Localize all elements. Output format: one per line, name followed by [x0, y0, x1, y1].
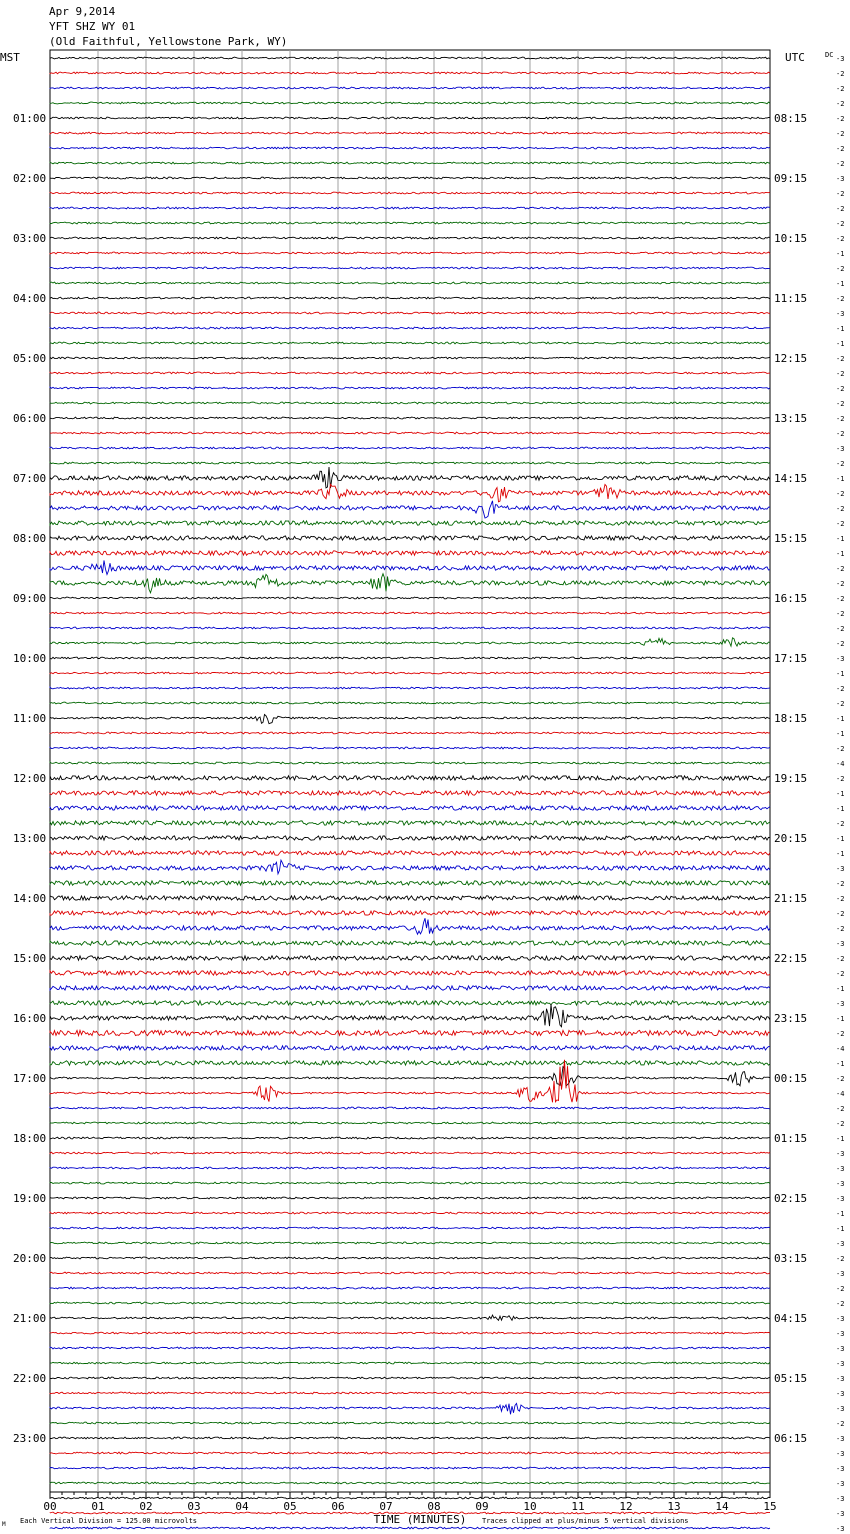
seismic-trace: [50, 521, 770, 525]
dc-offset-label: -2: [836, 355, 845, 363]
seismic-trace: [50, 1362, 770, 1364]
dc-offset-label: -2: [836, 460, 845, 468]
left-hour-label: 21:00: [13, 1312, 47, 1325]
dc-offset-label: -3: [836, 1480, 845, 1488]
seismic-trace: [50, 638, 770, 646]
dc-offset-label: -2: [836, 235, 845, 243]
dc-offset-label: -2: [836, 700, 845, 708]
dc-offset-label: -2: [836, 1285, 845, 1293]
dc-offset-label: -3: [836, 1525, 845, 1533]
seismic-trace: [50, 776, 770, 780]
seismic-trace: [50, 657, 770, 659]
dc-offset-label: -1: [836, 535, 845, 543]
seismic-trace: [50, 627, 770, 629]
dc-offset-label: -3: [836, 175, 845, 183]
left-hour-label: 12:00: [13, 772, 47, 785]
dc-offset-label: -3: [836, 1150, 845, 1158]
seismic-trace: [50, 312, 770, 314]
seismic-trace: [50, 821, 770, 825]
seismic-trace: [50, 551, 770, 555]
dc-offset-label: -3: [836, 1165, 845, 1173]
seismic-trace: [50, 467, 770, 488]
right-timezone-label: UTC: [785, 51, 805, 64]
dc-offset-label: -3: [836, 1405, 845, 1413]
seismic-trace: [50, 87, 770, 89]
left-timezone-label: MST: [0, 51, 20, 64]
dc-offset-label: -3: [836, 1180, 845, 1188]
dc-offset-label: -1: [836, 850, 845, 858]
right-hour-label: 05:15: [774, 1372, 808, 1385]
right-hour-label: 17:15: [774, 652, 808, 665]
dc-offset-label: -2: [836, 955, 845, 963]
x-tick-label: 02: [139, 1500, 153, 1513]
left-hour-label: 16:00: [13, 1012, 47, 1025]
dc-offset-label: -3: [836, 1000, 845, 1008]
seismic-trace: [50, 612, 770, 614]
x-tick-label: 08: [427, 1500, 441, 1513]
seismic-trace: [50, 1347, 770, 1349]
dc-offset-label: -2: [836, 595, 845, 603]
seismic-trace: [50, 1107, 770, 1109]
dc-offset-label: -2: [836, 415, 845, 423]
seismic-trace: [50, 1242, 770, 1244]
x-tick-label: 00: [43, 1500, 57, 1513]
dc-offset-label: -3: [836, 1390, 845, 1398]
x-tick-label: 10: [523, 1500, 537, 1513]
seismic-trace: [50, 881, 770, 885]
dc-offset-label: -1: [836, 280, 845, 288]
right-hour-label: 15:15: [774, 532, 808, 545]
right-hour-label: 09:15: [774, 172, 808, 185]
dc-offset-label: -2: [836, 1300, 845, 1308]
seismic-trace: [50, 57, 770, 59]
dc-offset-label: -2: [836, 490, 845, 498]
dc-offset-label: -1: [836, 1210, 845, 1218]
dc-offset-label: -3: [836, 445, 845, 453]
seismic-trace: [50, 1392, 770, 1394]
dc-offset-label: -2: [836, 265, 845, 273]
seismic-trace: [50, 986, 770, 990]
dc-offset-label: -2: [836, 100, 845, 108]
seismic-trace: [50, 597, 770, 599]
dc-offset-label: -2: [836, 640, 845, 648]
dc-offset-label: -2: [836, 130, 845, 138]
seismic-trace: [50, 715, 770, 724]
seismic-trace: [50, 896, 770, 900]
right-hour-label: 06:15: [774, 1432, 808, 1445]
seismic-trace: [50, 1332, 770, 1334]
x-tick-label: 04: [235, 1500, 249, 1513]
dc-offset-label: -4: [836, 1090, 845, 1098]
seismic-trace: [50, 971, 770, 975]
x-tick-label: 03: [187, 1500, 201, 1513]
seismic-trace: [50, 1422, 770, 1424]
seismic-trace: [50, 1212, 770, 1214]
right-hour-label: 11:15: [774, 292, 808, 305]
left-hour-label: 01:00: [13, 112, 47, 125]
right-hour-label: 03:15: [774, 1252, 808, 1265]
seismic-trace: [50, 1302, 770, 1304]
seismic-trace: [50, 956, 770, 960]
dc-offset-label: -1: [836, 805, 845, 813]
dc-offset-label: -1: [836, 1015, 845, 1023]
x-tick-label: 12: [619, 1500, 633, 1513]
seismic-trace: [50, 1403, 770, 1414]
left-hour-label: 15:00: [13, 952, 47, 965]
seismic-trace: [50, 1497, 770, 1499]
dc-offset-label: -3: [836, 1240, 845, 1248]
dc-offset-label: -3: [836, 1270, 845, 1278]
seismic-trace: [50, 1287, 770, 1289]
dc-offset-label: -3: [836, 1450, 845, 1458]
seismic-trace: [50, 732, 770, 734]
left-hour-label: 14:00: [13, 892, 47, 905]
seismic-trace: [50, 357, 770, 359]
dc-offset-label: -1: [836, 250, 845, 258]
seismic-trace: [50, 941, 770, 945]
left-hour-label: 13:00: [13, 832, 47, 845]
right-hour-label: 13:15: [774, 412, 808, 425]
seismic-trace: [50, 237, 770, 239]
header-date: Apr 9,2014: [49, 5, 116, 18]
dc-offset-label: -2: [836, 610, 845, 618]
left-hour-label: 02:00: [13, 172, 47, 185]
footer-clip-note: Traces clipped at plus/minus 5 vertical divisions: [482, 1517, 689, 1525]
seismic-trace: [50, 791, 770, 795]
dc-offset-label: -1: [836, 1225, 845, 1233]
seismic-trace: [50, 72, 770, 74]
dc-offset-label: -2: [836, 565, 845, 573]
seismic-trace: [50, 1527, 770, 1529]
dc-offset-label: -2: [836, 505, 845, 513]
dc-offset-label: -2: [836, 85, 845, 93]
dc-offset-label: -1: [836, 715, 845, 723]
dc-offset-label: -2: [836, 580, 845, 588]
left-hour-label: 17:00: [13, 1072, 47, 1085]
seismic-trace: [50, 447, 770, 449]
seismic-trace: [50, 342, 770, 344]
header-location: (Old Faithful, Yellowstone Park, WY): [49, 35, 288, 48]
left-hour-label: 09:00: [13, 592, 47, 605]
seismic-trace: [50, 1377, 770, 1379]
seismic-trace: [50, 177, 770, 179]
dc-offset-label: -2: [836, 1030, 845, 1038]
dc-offset-label: -2: [836, 1255, 845, 1263]
dc-offset-label: -2: [836, 220, 845, 228]
seismic-trace: [50, 536, 770, 540]
seismic-trace: [50, 1137, 770, 1139]
dc-offset-label: -2: [836, 970, 845, 978]
dc-offset-label: -2: [836, 190, 845, 198]
dc-offset-label: -2: [836, 520, 845, 528]
dc-offset-label: -1: [836, 475, 845, 483]
seismic-trace: [50, 687, 770, 689]
seismic-trace: [50, 1067, 770, 1087]
right-hour-label: 08:15: [774, 112, 808, 125]
dc-offset-label: -2: [836, 625, 845, 633]
left-hour-label: 07:00: [13, 472, 47, 485]
seismic-trace: [50, 836, 770, 840]
dc-offset-label: -3: [836, 865, 845, 873]
seismic-trace: [50, 1152, 770, 1154]
seismic-trace: [50, 147, 770, 149]
seismic-trace: [50, 484, 770, 502]
seismic-trace: [50, 1046, 770, 1050]
seismic-trace: [50, 911, 770, 915]
left-hour-label: 06:00: [13, 412, 47, 425]
left-hour-label: 05:00: [13, 352, 47, 365]
x-tick-label: 14: [715, 1500, 729, 1513]
dc-offset-label: -2: [836, 820, 845, 828]
seismic-trace: [50, 1182, 770, 1184]
seismic-trace: [50, 702, 770, 704]
dc-offset-label: -3: [836, 1465, 845, 1473]
seismic-trace: [50, 918, 770, 934]
right-hour-label: 02:15: [774, 1192, 808, 1205]
left-hour-label: 22:00: [13, 1372, 47, 1385]
left-hour-label: 11:00: [13, 712, 47, 725]
seismic-trace: [50, 1030, 770, 1035]
dc-offset-label: -3: [836, 310, 845, 318]
dc-offset-label: -2: [836, 385, 845, 393]
seismic-trace: [50, 501, 770, 518]
seismic-trace: [50, 1167, 770, 1169]
dc-offset-label: -3: [836, 55, 845, 63]
left-hour-label: 18:00: [13, 1132, 47, 1145]
left-hour-label: 04:00: [13, 292, 47, 305]
seismic-trace: [50, 860, 770, 874]
header-station: YFT SHZ WY 01: [49, 20, 136, 33]
dc-offset-label: -3: [836, 1510, 845, 1518]
dc-offset-label: -2: [836, 160, 845, 168]
left-hour-label: 03:00: [13, 232, 47, 245]
footer-scale-note: Each Vertical Division = 125.00 microvolts: [20, 1517, 198, 1525]
x-tick-label: 07: [379, 1500, 393, 1513]
seismic-trace: [50, 574, 770, 593]
dc-offset-label: -3: [836, 1495, 845, 1503]
dc-offset-label: -2: [836, 1120, 845, 1128]
dc-offset-label: -1: [836, 1135, 845, 1143]
dc-offset-label: -3: [836, 1330, 845, 1338]
seismic-trace: [50, 207, 770, 209]
seismic-trace: [50, 1467, 770, 1469]
dc-offset-label: -2: [836, 685, 845, 693]
x-tick-label: 01: [91, 1500, 105, 1513]
dc-offset-label: -1: [836, 835, 845, 843]
seismic-trace: [50, 297, 770, 299]
seismic-trace: [50, 117, 770, 119]
seismic-trace: [50, 1061, 770, 1065]
seismic-trace: [50, 1437, 770, 1439]
seismic-trace: [50, 462, 770, 464]
dc-offset-label: -1: [836, 790, 845, 798]
x-tick-label: 15: [763, 1500, 777, 1513]
dc-offset-label: -2: [836, 70, 845, 78]
seismic-trace: [50, 402, 770, 404]
dc-offset-label: -2: [836, 925, 845, 933]
dc-offset-label: -3: [836, 1345, 845, 1353]
seismic-trace: [50, 417, 770, 419]
x-tick-label: 05: [283, 1500, 297, 1513]
left-hour-label: 08:00: [13, 532, 47, 545]
dc-offset-label: -2: [836, 295, 845, 303]
left-hour-label: 10:00: [13, 652, 47, 665]
dc-offset-label: -2: [836, 370, 845, 378]
right-hour-label: 20:15: [774, 832, 808, 845]
seismic-trace: [50, 851, 770, 855]
dc-offset-label: -3: [836, 940, 845, 948]
seismic-trace: [50, 162, 770, 164]
dc-offset-label: -1: [836, 985, 845, 993]
dc-offset-label: -2: [836, 1420, 845, 1428]
right-hour-label: 14:15: [774, 472, 808, 485]
seismic-trace: [50, 282, 770, 284]
seismic-trace: [50, 372, 770, 374]
left-hour-label: 19:00: [13, 1192, 47, 1205]
dc-offset-label: -2: [836, 880, 845, 888]
dc-offset-label: -2: [836, 205, 845, 213]
right-hour-label: 00:15: [774, 1072, 808, 1085]
seismic-trace: [50, 1452, 770, 1454]
seismic-trace: [50, 672, 770, 674]
plot-frame: [50, 50, 770, 1492]
x-tick-label: 06: [331, 1500, 345, 1513]
seismic-trace: [50, 132, 770, 134]
corner-mark: M: [2, 1521, 6, 1528]
seismic-trace: [50, 252, 770, 254]
x-axis-title: TIME (MINUTES): [373, 1513, 467, 1526]
dc-offset-label: -1: [836, 325, 845, 333]
dc-offset-label: -4: [836, 760, 845, 768]
seismic-trace: [50, 1482, 770, 1484]
seismic-trace: [50, 1272, 770, 1274]
seismic-trace: [50, 560, 770, 574]
seismic-trace: [50, 192, 770, 194]
dc-offset-label: -3: [836, 1435, 845, 1443]
x-tick-label: 11: [571, 1500, 585, 1513]
right-hour-label: 10:15: [774, 232, 808, 245]
seismic-trace: [50, 432, 770, 434]
dc-offset-label: -1: [836, 340, 845, 348]
left-hour-label: 20:00: [13, 1252, 47, 1265]
dc-offset-label: -1: [836, 1060, 845, 1068]
dc-offset-label: -2: [836, 400, 845, 408]
dc-offset-label: -2: [836, 1075, 845, 1083]
seismic-trace: [50, 327, 770, 329]
dc-offset-label: -2: [836, 910, 845, 918]
dc-offset-label: -3: [836, 1360, 845, 1368]
dc-offset-label: -1: [836, 670, 845, 678]
right-hour-label: 23:15: [774, 1012, 808, 1025]
seismic-trace: [50, 1004, 770, 1027]
dc-offset-label: -2: [836, 430, 845, 438]
x-tick-label: 09: [475, 1500, 489, 1513]
dc-offset-label: -2: [836, 745, 845, 753]
x-tick-label: 13: [667, 1500, 681, 1513]
seismic-trace: [50, 267, 770, 269]
seismic-trace: [50, 1197, 770, 1199]
seismic-trace: [50, 1257, 770, 1259]
dc-offset-label: -2: [836, 775, 845, 783]
seismic-trace: [50, 387, 770, 389]
right-hour-label: 18:15: [774, 712, 808, 725]
right-hour-label: 16:15: [774, 592, 808, 605]
dc-offset-label: -3: [836, 1315, 845, 1323]
dc-offset-label: -3: [836, 1375, 845, 1383]
seismic-trace: [50, 1122, 770, 1124]
left-hour-label: 23:00: [13, 1432, 47, 1445]
right-hour-label: 12:15: [774, 352, 808, 365]
seismic-trace: [50, 806, 770, 810]
seismic-trace: [50, 222, 770, 224]
seismic-trace: [50, 1060, 770, 1103]
dc-offset-label: -2: [836, 115, 845, 123]
dc-offset-label: -1: [836, 550, 845, 558]
seismic-trace: [50, 102, 770, 104]
dc-offset-label: -2: [836, 1105, 845, 1113]
seismic-trace: [50, 747, 770, 749]
right-hour-label: 04:15: [774, 1312, 808, 1325]
dc-offset-label: -2: [836, 895, 845, 903]
dc-offset-label: -4: [836, 1045, 845, 1053]
right-hour-label: 21:15: [774, 892, 808, 905]
dc-offset-label: -2: [836, 145, 845, 153]
right-hour-label: 01:15: [774, 1132, 808, 1145]
right-hour-label: 19:15: [774, 772, 808, 785]
seismic-trace: [50, 1001, 770, 1005]
seismic-trace: [50, 1227, 770, 1229]
right-hour-label: 22:15: [774, 952, 808, 965]
dc-header-label: DC: [825, 51, 834, 59]
dc-offset-label: -3: [836, 655, 845, 663]
seismic-trace: [50, 762, 770, 764]
dc-offset-label: -1: [836, 730, 845, 738]
seismic-trace: [50, 1315, 770, 1320]
dc-offset-label: -3: [836, 1195, 845, 1203]
